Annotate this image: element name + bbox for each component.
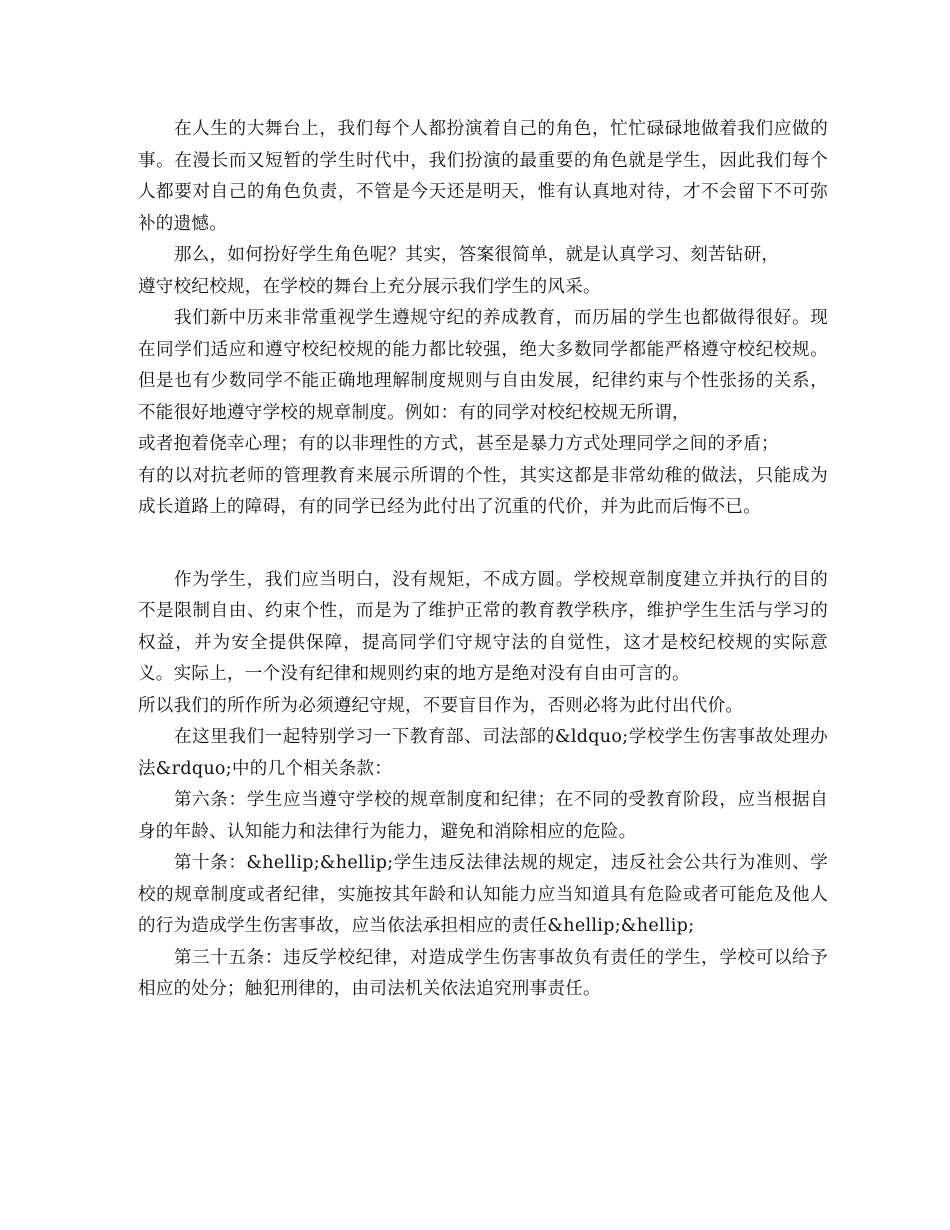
- paragraph-article-thirty-five: 第三十五条：违反学校纪律，对造成学生伤害事故负有责任的学生，学校可以给予相应的处分；触犯刑律的，由司法机关依法追究刑事责任。: [138, 947, 828, 999]
- paragraph-naive-behavior: 有的以对抗老师的管理教育来展示所谓的个性，其实这都是非常幼稚的做法，只能成为成长道路上的障碍，有的同学已经为此付出了沉重的代价，并为此而后悔不已。: [138, 465, 828, 517]
- paragraph-how-to-play-role: 那么，如何扮好学生角色呢？其实，答案很简单，就是认真学习、刻苦钻研，: [174, 245, 780, 265]
- paragraph-article-ten: 第十条：&hellip;&hellip;学生违反法律法规的规定，违反社会公共行为准则、学校的规章制度或者纪律，实施按其年龄和认知能力应当知道具有危险或者可能危及他人的行为造成学生伤害事故，应当依法承担相应的责任&hellip;&hellip;: [138, 853, 828, 936]
- paragraph-gap: [138, 524, 828, 565]
- paragraph-article-six: 第六条：学生应当遵守学校的规章制度和纪律；在不同的受教育阶段，应当根据自身的年龄、认知能力和法律行为能力，避免和消除相应的危险。: [138, 790, 828, 842]
- paragraph-role-of-student: 在人生的大舞台上，我们每个人都扮演着自己的角色，忙忙碌碌地做着我们应做的事。在漫长而又短暂的学生时代中，我们扮演的最重要的角色就是学生，因此我们每个人都要对自己的角色负责，不管是今天还是明天，惟有认真地对待，才不会留下不可弥补的遗憾。: [138, 119, 828, 234]
- paragraph-fortune-mindset: 或者抱着侥幸心理；有的以非理性的方式，甚至是暴力方式处理同学之间的矛盾；: [138, 434, 779, 454]
- paragraph-study-regulation: 在这里我们一起特别学习一下教育部、司法部的&ldquo;学校学生伤害事故处理办法&rdquo;中的几个相关条款：: [138, 727, 828, 779]
- paragraph-school-tradition: 我们新中历来非常重视学生遵规守纪的养成教育，而历届的学生也都做得很好。现在同学们适应和遵守校纪校规的能力都比较强，绝大多数同学都能严格遵守校纪校规。但是也有少数同学不能正确地理解制度规则与自由发展，纪律约束与个性张扬的关系，不能很好地遵守学校的规章制度。例如：有的同学对校纪校规无所谓，: [138, 308, 828, 423]
- paragraph-obey-rules: 遵守校纪校规，在学校的舞台上充分展示我们学生的风采。: [138, 276, 601, 297]
- paragraph-meaning-of-rules: 作为学生，我们应当明白，没有规矩，不成方圆。学校规章制度建立并执行的目的不是限制自由、约束个性，而是为了维护正常的教育教学秩序，维护学生生活与学习的权益，并为安全提供保障，提高同学们守规守法的自觉性，这才是校纪校规的实际意义。实际上，一个没有纪律和规则约束的地方是绝对没有自由可言的。: [138, 569, 828, 684]
- paragraph-obey-discipline: 所以我们的所作所为必须遵纪守规，不要盲目作为，否则必将为此付出代价。: [138, 695, 744, 716]
- document-body: [138, 114, 828, 1006]
